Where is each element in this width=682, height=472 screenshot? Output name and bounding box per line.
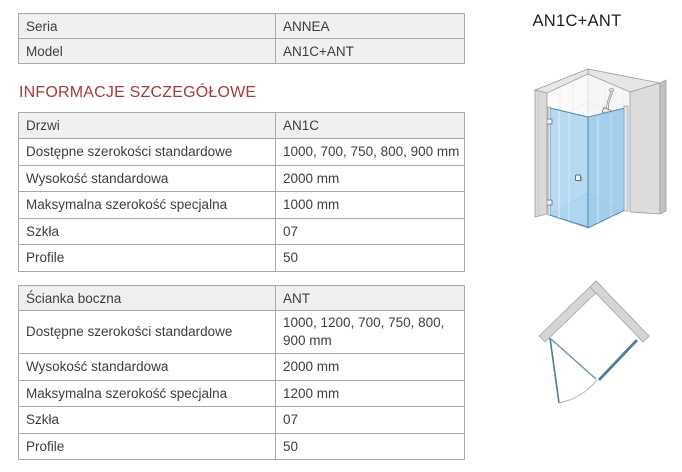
- door-details-table: [18, 112, 465, 272]
- table-row: [19, 218, 465, 245]
- summary-table: [18, 13, 465, 64]
- table-row: [19, 433, 465, 460]
- row-value: 2000 mm: [276, 354, 465, 381]
- product-title: AN1C+ANT: [532, 12, 622, 30]
- header-label: Drzwi: [19, 113, 276, 139]
- row-value: 1200 mm: [276, 380, 465, 407]
- row-label: Profile: [19, 433, 276, 460]
- row-label: Profile: [19, 245, 276, 272]
- table-row: [19, 165, 465, 192]
- row-value: 07: [276, 407, 465, 434]
- row-value: ANNEA: [276, 14, 465, 39]
- row-label: Dostępne szerokości standardowe: [19, 139, 276, 166]
- header-value: AN1C: [276, 113, 465, 139]
- row-label: Wysokość standardowa: [19, 165, 276, 192]
- shower-enclosure-3d-icon: [513, 62, 682, 240]
- row-value: 1000 mm: [276, 192, 465, 219]
- row-value: AN1C+ANT: [276, 39, 465, 64]
- table-row: [19, 39, 465, 64]
- header-value: ANT: [276, 286, 465, 311]
- row-label: Maksymalna szerokość specjalna: [19, 192, 276, 219]
- header-label: Ścianka boczna: [19, 286, 276, 311]
- row-value: 2000 mm: [276, 165, 465, 192]
- table-row: [19, 192, 465, 219]
- row-label: Wysokość standardowa: [19, 354, 276, 381]
- row-value: 50: [276, 433, 465, 460]
- row-value: 1000, 1200, 700, 750, 800, 900 mm: [276, 311, 465, 354]
- row-value: 07: [276, 218, 465, 245]
- table-row: [19, 407, 465, 434]
- row-label: Model: [19, 39, 276, 64]
- table-row: [19, 311, 465, 354]
- row-value: 1000, 700, 750, 800, 900 mm: [276, 139, 465, 166]
- table-header-row: [19, 286, 465, 311]
- table-row: [19, 354, 465, 381]
- row-label: Seria: [19, 14, 276, 39]
- table-row: [19, 380, 465, 407]
- row-label: Dostępne szerokości standardowe: [19, 311, 276, 354]
- row-label: Szkła: [19, 218, 276, 245]
- row-value: 50: [276, 245, 465, 272]
- table-row: [19, 139, 465, 166]
- door-swing-top-view-icon: [533, 268, 668, 433]
- row-label: Maksymalna szerokość specjalna: [19, 380, 276, 407]
- section-heading: INFORMACJE SZCZEGÓŁOWE: [19, 84, 257, 101]
- side-wall-details-table: [18, 285, 465, 460]
- row-label: Szkła: [19, 407, 276, 434]
- table-header-row: [19, 113, 465, 139]
- table-row: [19, 14, 465, 39]
- table-row: [19, 245, 465, 272]
